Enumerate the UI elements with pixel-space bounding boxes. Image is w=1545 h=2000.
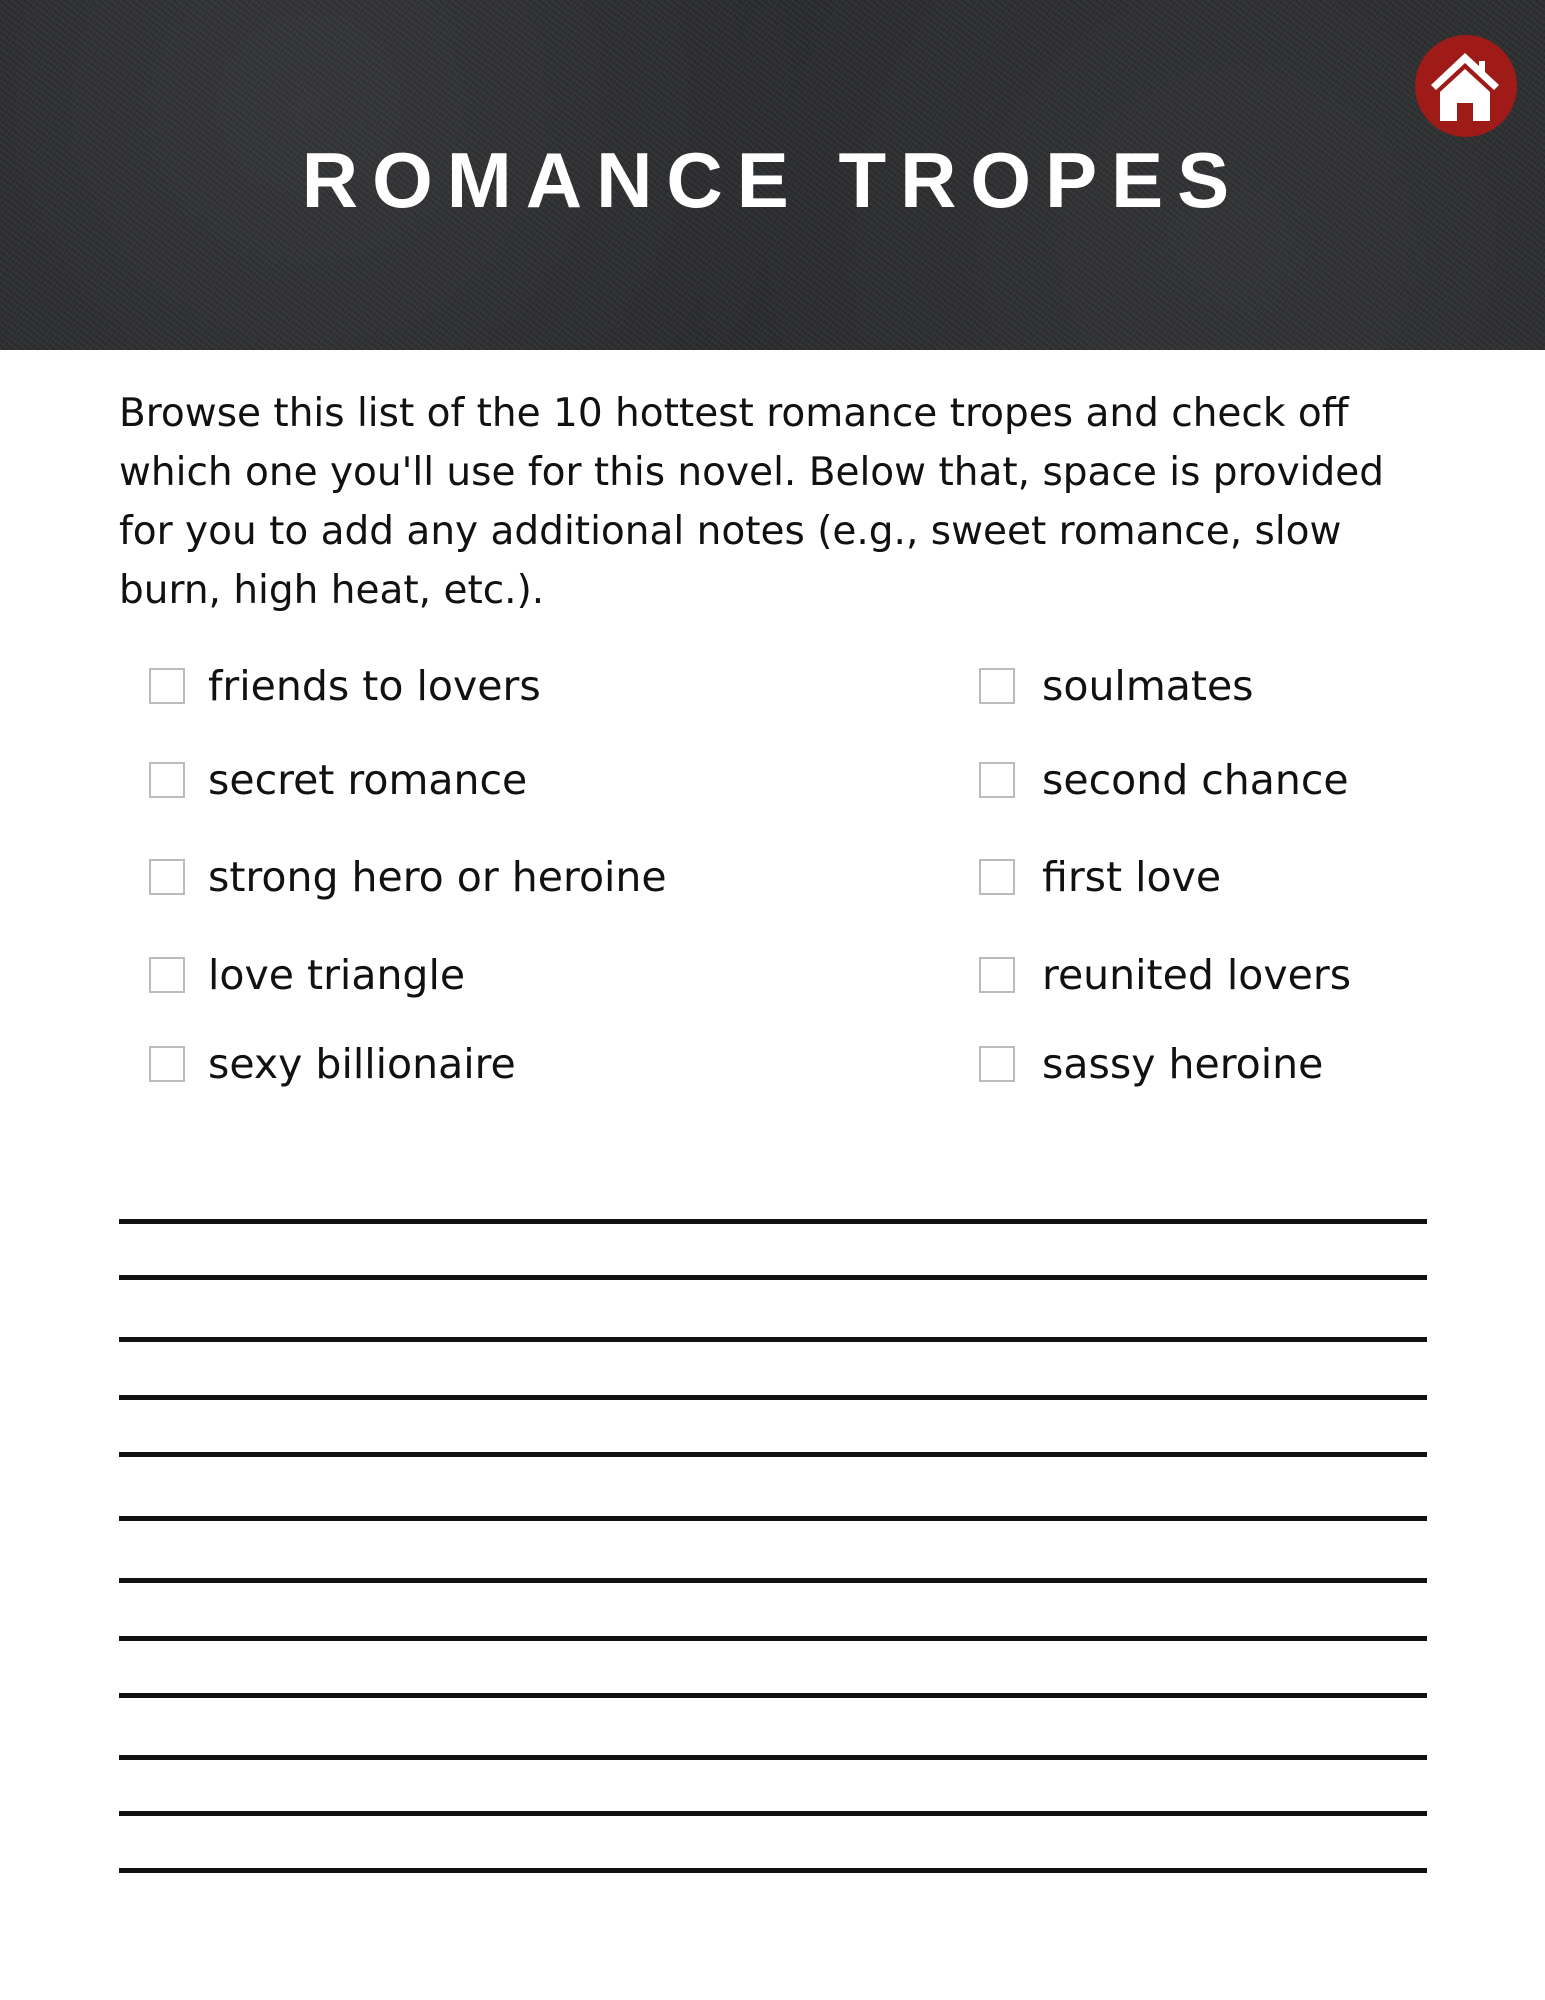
checkbox[interactable] <box>979 1046 1015 1082</box>
intro-text: Browse this list of the 10 hottest romance tropes and check off which one you'll use for this novel. Below that, space is provided for you to add any additional notes (e.g., sweet romance, slow burn, high heat, etc.). <box>119 391 1385 613</box>
checkbox[interactable] <box>979 762 1015 798</box>
trope-item[interactable] <box>979 950 1351 1000</box>
checkbox[interactable] <box>979 668 1015 704</box>
trope-label: soulmates <box>1042 662 1254 710</box>
notes-line <box>119 1693 1427 1698</box>
checkbox[interactable] <box>149 668 185 704</box>
trope-item[interactable] <box>149 755 527 805</box>
notes-line <box>119 1755 1427 1760</box>
trope-label: first love <box>1042 853 1222 901</box>
trope-label: sassy heroine <box>1042 1040 1324 1088</box>
trope-label: strong hero or heroine <box>208 853 667 901</box>
notes-line <box>119 1337 1427 1342</box>
trope-label: friends to lovers <box>208 662 541 710</box>
checkbox[interactable] <box>979 957 1015 993</box>
checkbox[interactable] <box>979 859 1015 895</box>
trope-item[interactable] <box>149 852 667 902</box>
trope-label: second chance <box>1042 756 1349 804</box>
trope-item[interactable] <box>149 950 465 1000</box>
notes-line <box>119 1275 1427 1280</box>
checkbox[interactable] <box>149 762 185 798</box>
notes-line <box>119 1636 1427 1641</box>
trope-item[interactable] <box>979 1039 1323 1089</box>
notes-line <box>119 1811 1427 1816</box>
notes-line <box>119 1395 1427 1400</box>
header-banner <box>0 0 1545 350</box>
notes-line <box>119 1452 1427 1457</box>
notes-line <box>119 1868 1427 1873</box>
checkbox[interactable] <box>149 957 185 993</box>
checkbox[interactable] <box>149 1046 185 1082</box>
notes-line <box>119 1578 1427 1583</box>
trope-item[interactable] <box>149 1039 516 1089</box>
trope-label: secret romance <box>208 756 528 804</box>
trope-item[interactable] <box>979 755 1349 805</box>
notes-line <box>119 1516 1427 1521</box>
trope-label: reunited lovers <box>1042 951 1352 999</box>
trope-item[interactable] <box>149 661 541 711</box>
trope-label: sexy billionaire <box>208 1040 516 1088</box>
checkbox[interactable] <box>149 859 185 895</box>
home-button[interactable] <box>1415 35 1517 137</box>
page-title: ROMANCE TROPES <box>301 136 1244 224</box>
home-icon <box>1415 35 1517 137</box>
trope-label: love triangle <box>208 951 466 999</box>
trope-item[interactable] <box>979 661 1254 711</box>
trope-item[interactable] <box>979 852 1221 902</box>
notes-line <box>119 1219 1427 1224</box>
